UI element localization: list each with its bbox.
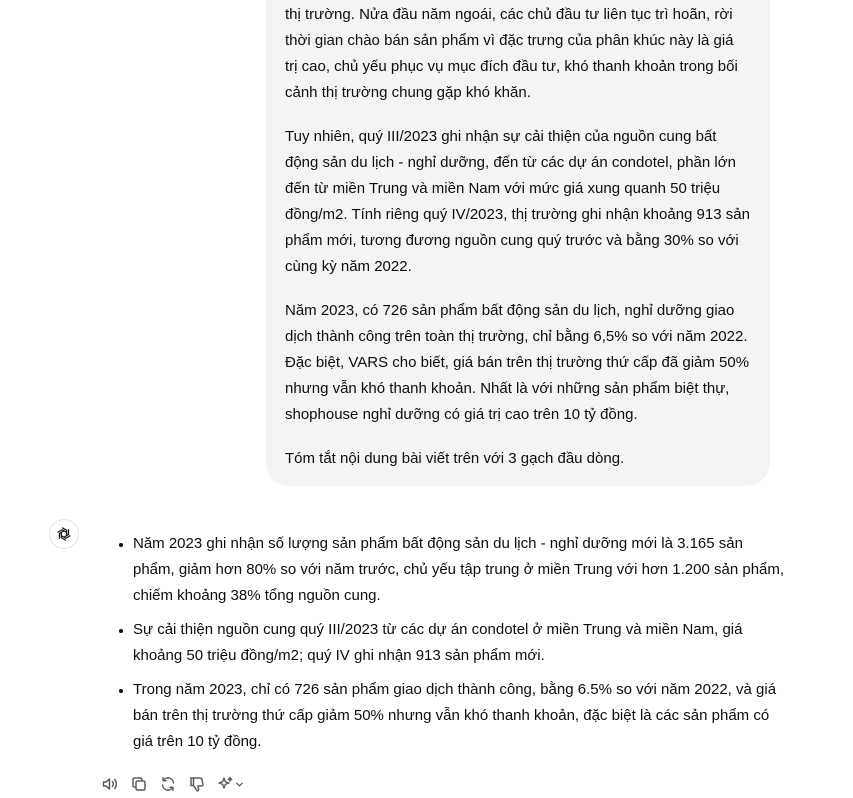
refresh-icon (159, 775, 177, 793)
model-switch-button[interactable] (216, 775, 244, 793)
user-message-prompt: Tóm tắt nội dung bài viết trên với 3 gạch đầu dòng. (285, 450, 625, 467)
chevron-down-icon (235, 780, 244, 789)
summary-bullet-list (106, 531, 786, 755)
regenerate-button[interactable] (158, 774, 178, 794)
user-message-paragraph: thị trường. Nửa đầu năm ngoái, các chủ đầu tư liên tục trì hoãn, rời thời gian chào bán sản phẩm vì đặc trưng của phân khúc này là giá trị cao, chủ yếu phục vụ mục đích đầu tư, khó thanh khoản trong bối cảnh thị trường chung gặp khó khăn. (285, 6, 738, 101)
list-item: • Sự cải thiện nguồn cung quý III/2023 từ các dự án condotel ở miền Trung và miền Nam, giá khoảng 50 triệu đồng/m2; quý IV ghi nhận 913 sản phẩm mới. (133, 617, 786, 669)
thumbs-down-button[interactable] (187, 774, 207, 794)
message-action-bar (100, 772, 244, 796)
list-item: • Trong năm 2023, chỉ có 726 sản phẩm giao dịch thành công, bằng 6.5% so với năm 2022, và giá bán trên thị trường thứ cấp giảm 50% nhưng vẫn khó thanh khoản, đặc biệt là các sản phẩm có giá trên 10 tỷ đồng. (133, 677, 786, 755)
list-item: • Năm 2023 ghi nhận số lượng sản phẩm bất động sản du lịch - nghỉ dưỡng mới là 3.165 sản phẩm, giảm hơn 80% so với năm trước, chủ yếu tập trung ở miền Trung với hơn 1.200 sản phẩm, chiếm khoảng 38% tổng nguồn cung. (133, 531, 786, 609)
read-aloud-button[interactable] (100, 774, 120, 794)
assistant-avatar (49, 519, 79, 549)
user-message-paragraph: Tuy nhiên, quý III/2023 ghi nhận sự cải thiện của nguồn cung bất động sản du lịch - nghỉ dưỡng, đến từ các dự án condotel, phần lớn đến từ miền Trung và miền Nam với mức giá xung quanh 50 triệu đồng/m2. Tính riêng quý IV/2023, thị trường ghi nhận khoảng 913 sản phẩm mới, tương đương nguồn cung quý trước và bằng 30% so với cùng kỳ năm 2022. (285, 128, 750, 275)
sparkle-icon (216, 775, 234, 793)
openai-logo-icon (54, 524, 74, 544)
speaker-icon (101, 775, 119, 793)
user-message-bubble (266, 0, 770, 486)
thumbs-down-icon (188, 775, 206, 793)
copy-button[interactable] (129, 774, 149, 794)
user-message-paragraph: Năm 2023, có 726 sản phẩm bất động sản du lịch, nghỉ dưỡng giao dịch thành công trên toàn thị trường, chỉ bằng 6,5% so với năm 2022. Đặc biệt, VARS cho biết, giá bán trên thị trường thứ cấp đã giảm 50% nhưng vẫn khó thanh khoản. Nhất là với những sản phẩm biệt thự, shophouse nghỉ dưỡng có giá trị cao trên 10 tỷ đồng. (285, 302, 750, 423)
assistant-response (106, 531, 786, 763)
copy-icon (130, 775, 148, 793)
